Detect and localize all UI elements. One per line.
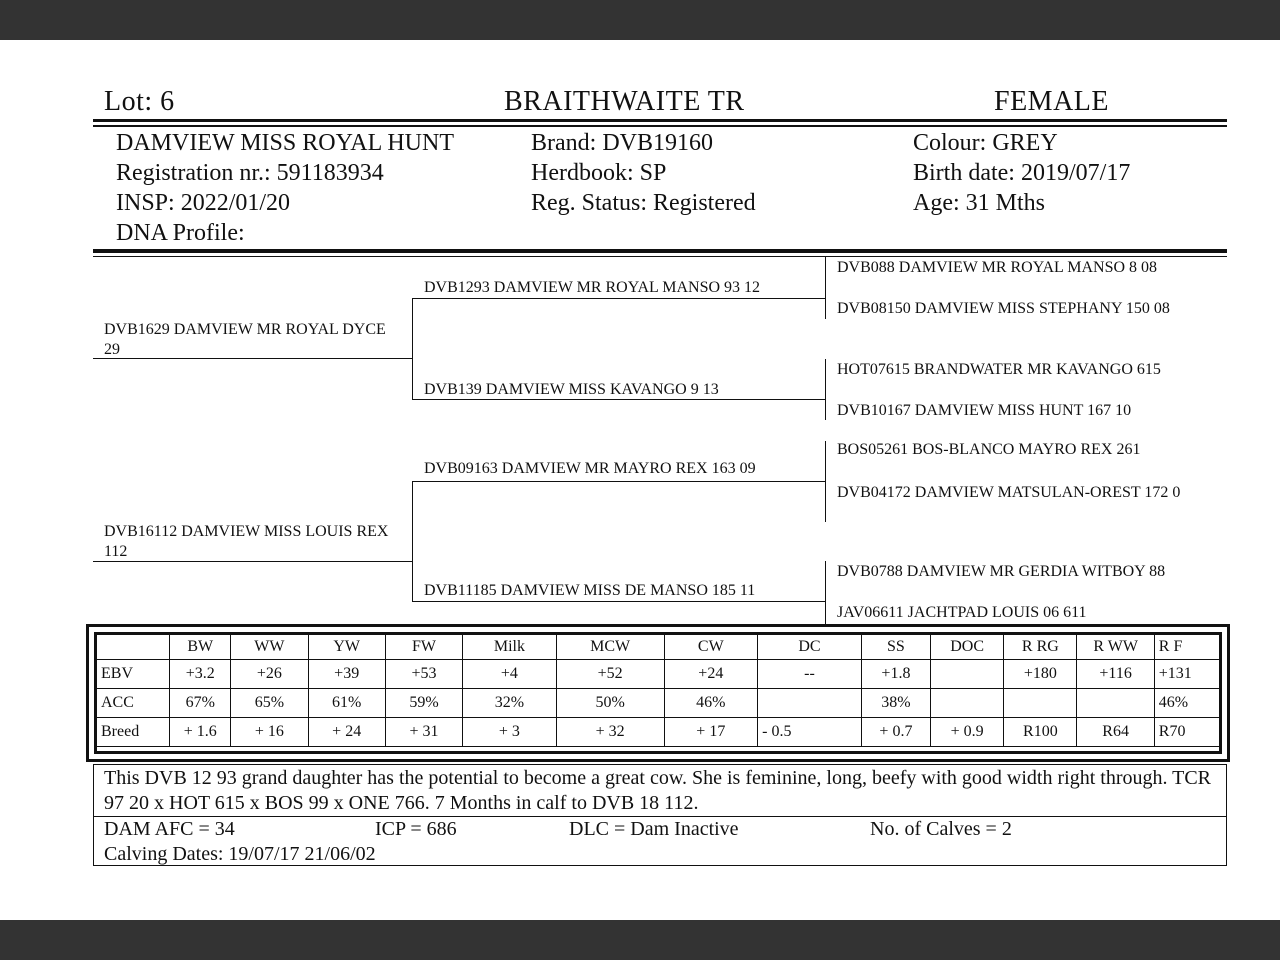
dam-dam-sire: DVB0788 DAMVIEW MR GERDIA WITBOY 88: [837, 563, 1166, 580]
dam-sire-dam: DVB04172 DAMVIEW MATSULAN-OREST 172 0: [837, 484, 1181, 501]
header-cell: Milk: [463, 635, 557, 660]
sire: DVB1629 DAMVIEW MR ROYAL DYCE 29: [104, 321, 386, 358]
header-cell: YW: [308, 635, 385, 660]
sire-dam-dam: DVB10167 DAMVIEW MISS HUNT 167 10: [837, 402, 1132, 419]
calving-dates: Calving Dates: 19/07/17 21/06/02: [104, 843, 376, 865]
sire-dam: DVB139 DAMVIEW MISS KAVANGO 9 13: [424, 381, 719, 398]
ebv-row: [97, 660, 1222, 689]
header-cell: FW: [385, 635, 462, 660]
dam-bracket: [412, 481, 413, 602]
breed-cell: R64: [1077, 718, 1154, 747]
acc-cell: 50%: [556, 689, 664, 718]
sd-bracket: [825, 359, 826, 420]
insp-date: INSP: 2022/01/20: [116, 190, 291, 216]
sd-line: [412, 399, 825, 400]
info-rule-thin: [93, 256, 1227, 257]
ss-line: [412, 298, 825, 299]
acc-cell: [758, 689, 862, 718]
brand: Brand: DVB19160: [531, 130, 713, 156]
dam-dam-dam: JAV06611 JACHTPAD LOUIS 06 611: [837, 604, 1087, 621]
dd-line: [412, 601, 825, 602]
breed-row: [97, 718, 1222, 747]
dlc: DLC = Dam Inactive: [569, 818, 739, 840]
header-cell: R WW: [1077, 635, 1154, 660]
acc-cell: [931, 689, 1004, 718]
ss-bracket: [825, 257, 826, 319]
comment-divider: [93, 816, 1227, 817]
header-cell: R F: [1154, 635, 1221, 660]
breed-cell: R100: [1004, 718, 1077, 747]
sire-bracket: [412, 298, 413, 400]
sire-sire-sire: DVB088 DAMVIEW MR ROYAL MANSO 8 08: [837, 259, 1158, 276]
dam: DVB16112 DAMVIEW MISS LOUIS REX 112: [104, 523, 389, 560]
breed-cell: + 17: [664, 718, 758, 747]
number-of-calves: No. of Calves = 2: [870, 818, 1012, 840]
breed-cell: R70: [1154, 718, 1221, 747]
acc-cell: 46%: [1154, 689, 1221, 718]
dam-dam: DVB11185 DAMVIEW MISS DE MANSO 185 11: [424, 582, 756, 599]
ebv-cell: +131: [1154, 660, 1221, 689]
header-rule-thin: [93, 125, 1227, 127]
header-cell: [97, 635, 170, 660]
lot-number: Lot: 6: [104, 86, 175, 117]
row-label: EBV: [97, 660, 170, 689]
icp: ICP = 686: [375, 818, 457, 840]
dd-bracket: [825, 561, 826, 624]
ebv-cell: +39: [308, 660, 385, 689]
row-label: ACC: [97, 689, 170, 718]
registration-number: Registration nr.: 591183934: [116, 160, 384, 186]
colour: Colour: GREY: [913, 130, 1058, 156]
herdbook: Herdbook: SP: [531, 160, 667, 186]
breeder-name: BRAITHWAITE TR: [504, 86, 745, 117]
ds-bracket: [825, 441, 826, 522]
header-cell: WW: [231, 635, 308, 660]
dam-sire: DVB09163 DAMVIEW MR MAYRO REX 163 09: [424, 460, 756, 477]
header-cell: MCW: [556, 635, 664, 660]
sire-dam-sire: HOT07615 BRANDWATER MR KAVANGO 615: [837, 361, 1161, 378]
header-cell: R RG: [1004, 635, 1077, 660]
ebv-header-row: [97, 635, 1222, 660]
dam-sire-sire: BOS05261 BOS-BLANCO MAYRO REX 261: [837, 441, 1141, 458]
ebv-cell: +116: [1077, 660, 1154, 689]
birth-date: Birth date: 2019/07/17: [913, 160, 1131, 186]
ebv-cell: --: [758, 660, 862, 689]
acc-cell: 61%: [308, 689, 385, 718]
breed-cell: + 1.6: [170, 718, 231, 747]
comment-text: This DVB 12 93 grand daughter has the potential to become a great cow. She is feminine, long, beefy with good width right through. TCR 97 20 x HOT 615 x BOS 99 x ONE 766. 7 Months in calf to DVB 18 112.: [104, 767, 1212, 814]
info-rule-thick: [93, 249, 1227, 253]
animal-name: DAMVIEW MISS ROYAL HUNT: [116, 130, 455, 156]
acc-cell: 59%: [385, 689, 462, 718]
header-cell: CW: [664, 635, 758, 660]
acc-row: [97, 689, 1222, 718]
breed-cell: + 24: [308, 718, 385, 747]
acc-cell: 38%: [861, 689, 930, 718]
ds-line: [412, 481, 825, 482]
ebv-cell: +4: [463, 660, 557, 689]
sex-label: FEMALE: [994, 86, 1109, 117]
header-cell: DC: [758, 635, 862, 660]
ebv-cell: +180: [1004, 660, 1077, 689]
ebv-cell: [931, 660, 1004, 689]
acc-cell: [1004, 689, 1077, 718]
ebv-cell: +1.8: [861, 660, 930, 689]
header-rule-thick: [93, 119, 1227, 122]
ebv-cell: +24: [664, 660, 758, 689]
dam-afc: DAM AFC = 34: [104, 818, 235, 840]
breed-cell: + 31: [385, 718, 462, 747]
age: Age: 31 Mths: [913, 190, 1045, 216]
acc-cell: 32%: [463, 689, 557, 718]
breed-cell: + 3: [463, 718, 557, 747]
sire-sire: DVB1293 DAMVIEW MR ROYAL MANSO 93 12: [424, 279, 761, 296]
breed-cell: + 32: [556, 718, 664, 747]
header-cell: DOC: [931, 635, 1004, 660]
ebv-cell: +53: [385, 660, 462, 689]
ebv-table: [96, 634, 1222, 747]
header-cell: BW: [170, 635, 231, 660]
registration-status: Reg. Status: Registered: [531, 190, 756, 216]
acc-cell: 46%: [664, 689, 758, 718]
ebv-cell: +26: [231, 660, 308, 689]
top-dark-bar: [0, 0, 1280, 40]
breed-cell: + 16: [231, 718, 308, 747]
acc-cell: 65%: [231, 689, 308, 718]
acc-cell: 67%: [170, 689, 231, 718]
ebv-cell: +3.2: [170, 660, 231, 689]
bottom-dark-bar: [0, 920, 1280, 960]
sire-sire-dam: DVB08150 DAMVIEW MISS STEPHANY 150 08: [837, 300, 1170, 317]
dna-profile: DNA Profile:: [116, 220, 245, 246]
header-cell: SS: [861, 635, 930, 660]
acc-cell: [1077, 689, 1154, 718]
breed-cell: - 0.5: [758, 718, 862, 747]
ebv-cell: +52: [556, 660, 664, 689]
breed-cell: + 0.9: [931, 718, 1004, 747]
breed-cell: + 0.7: [861, 718, 930, 747]
row-label: Breed: [97, 718, 170, 747]
